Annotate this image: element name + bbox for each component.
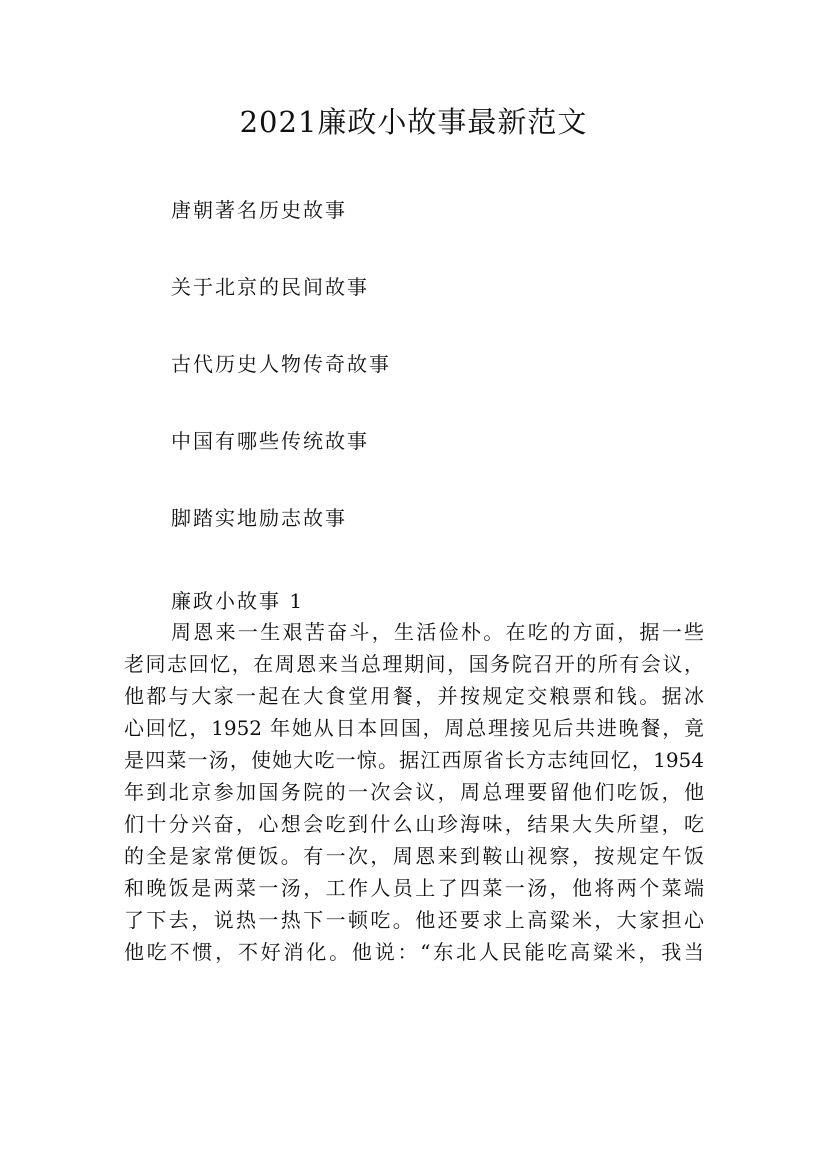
paragraph-line: 年到北京参加国务院的一次会议，周总理要留他们吃饭，他 xyxy=(124,780,704,804)
paragraph-line: 的全是家常便饭。有一次，周恩来到鞍山视察，按规定午饭 xyxy=(124,844,704,868)
paragraph-line: 心回忆，1952 年她从日本回国，周总理接见后共进晚餐，竟 xyxy=(124,716,704,740)
paragraph-line: 和晚饭是两菜一汤，工作人员上了四菜一汤，他将两个菜端 xyxy=(124,876,704,900)
story-paragraph xyxy=(124,616,704,968)
paragraph-line: 他吃不惯，不好消化。他说：“东北人民能吃高粱米，我当 xyxy=(124,940,704,964)
related-link-3[interactable]: 古代历史人物传奇故事 xyxy=(171,352,391,376)
related-link-4[interactable]: 中国有哪些传统故事 xyxy=(171,429,369,453)
paragraph-line: 是四菜一汤，使她大吃一惊。据江西原省长方志纯回忆，1954 xyxy=(124,748,704,772)
related-link-1[interactable]: 唐朝著名历史故事 xyxy=(171,198,347,222)
related-link-5[interactable]: 脚踏实地励志故事 xyxy=(171,506,347,530)
paragraph-line: 们十分兴奋，心想会吃到什么山珍海味，结果大失所望，吃 xyxy=(124,812,704,836)
related-links-list xyxy=(171,195,391,580)
story-section xyxy=(124,586,704,968)
paragraph-line: 他都与大家一起在大食堂用餐，并按规定交粮票和钱。据冰 xyxy=(124,684,704,708)
related-link-2[interactable]: 关于北京的民间故事 xyxy=(171,275,369,299)
paragraph-line: 老同志回忆，在周恩来当总理期间，国务院召开的所有会议， xyxy=(124,652,704,676)
section-heading: 廉政小故事 1 xyxy=(171,589,305,613)
paragraph-line: 周恩来一生艰苦奋斗，生活俭朴。在吃的方面，据一些 xyxy=(171,620,704,644)
document-title: 2021廉政小故事最新范文 xyxy=(239,105,588,139)
paragraph-line: 了下去，说热一热下一顿吃。他还要求上高粱米，大家担心 xyxy=(124,908,704,932)
